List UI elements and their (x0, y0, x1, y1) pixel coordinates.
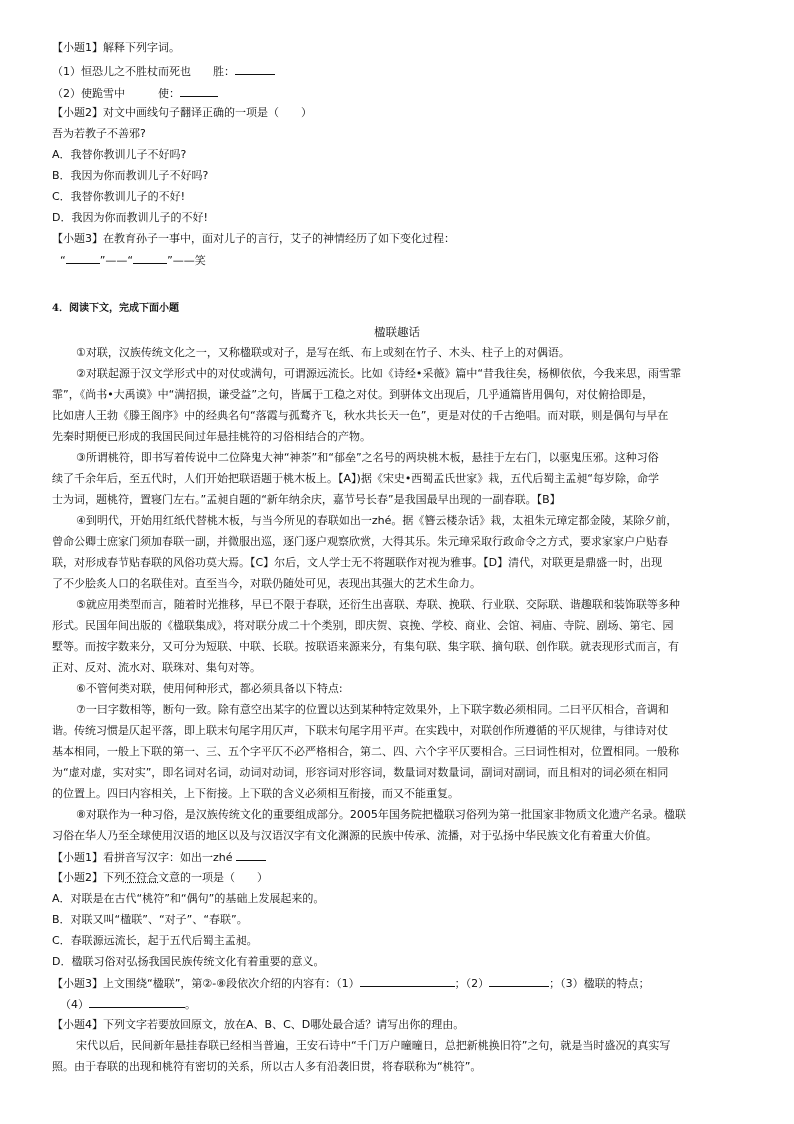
paragraph-3-line: 续了千余年后，至五代时，人们开始把联语题于桃木板上。【A】)据《宋史•西蜀孟氏世家》栽，五代后蜀主孟昶“每岁除，命学 (52, 472, 659, 485)
paragraph-3-line: ③所谓桃符，即书写着传说中二位降鬼大神“神荼”和“郁垒”之名号的两块桃木板，悬挂于左右门，以驱鬼压邪。这种习俗 (76, 451, 659, 464)
question-1: 【小题1】看拼音写汉字：如出一zhé (52, 849, 266, 866)
paragraph-2-line: 霏”，《尚书•大禹谟》中“满招损，谦受益”之句，皆属于工稳之对仗。到骈体文出现后，几乎通篇皆用偶句，对仗俯拾即是， (52, 388, 654, 401)
paragraph-5-line: ⑤就应用类型而言，随着时光推移，早已不限于春联，还衍生出喜联、寿联、挽联、行业联、交际联、谐趣联和装饰联等多种 (76, 598, 680, 611)
question-3: 【小题3】在教育孙子一事中，面对儿子的言行，艾子的神情经历了如下变化过程： (52, 232, 455, 245)
paragraph-5-line: 正对、反对、流水对、联珠对、集句对等。 (52, 661, 261, 674)
option-d: D．我因为你而教训儿子的不好! (52, 211, 208, 224)
question-1-item-1: （1）恒恐儿之不胜杖而死也 胜： (52, 63, 275, 80)
answer-blank[interactable] (180, 85, 218, 97)
option-c: C．春联源远流长，起于五代后蜀主孟昶。 (52, 934, 258, 947)
emphasis-dots: 不符合 (125, 871, 158, 884)
option-a: A．我替你教训儿子不好吗? (52, 148, 187, 161)
answer-blank[interactable] (235, 63, 275, 75)
question-1: 【小题1】解释下列字词。 (52, 41, 180, 54)
paragraph-5-line: 墅等。而按字数来分，又可分为短联、中联、长联。按联语来源来分，有集句联、集字联、摘句联、创作联。就表现形式而言，有 (52, 640, 679, 653)
question-2: 【小题2】下列不符合文意的一项是（ ） (52, 871, 268, 884)
paragraph-7-line: 基本相同，一般上下联的第一、三、五个字平仄不必严格相合，第二、四、六个字平仄要相合。三曰词性相对，位置相同。一般称 (52, 745, 679, 758)
paragraph-6: ⑥不管何类对联，使用何种形式，都必须具备以下特点: (76, 682, 343, 695)
option-d: D．楹联习俗对弘扬我国民族传统文化有着重要的意义。 (52, 955, 325, 968)
question-4: 【小题4】下列文字若要放回原文，放在A、B、C、D哪处最合适？请写出你的理由。 (52, 1018, 465, 1031)
paragraph-4-line: 了不少脍炙人口的名联佳对。直至当今，对联仍随处可见，表现出其强大的艺术生命力。 (52, 577, 481, 590)
option-b: B．对联又叫“楹联”、“对子”、“春联”。 (52, 913, 248, 926)
paragraph-7-line: 为“虚对虚，实对实”，即名词对名词，动词对动词，形容词对形容词，数量词对数量词，副词对副词，而且相对的词必须在相同 (52, 766, 669, 779)
paragraph-7-line: 谐。传统习惯是仄起平落，即上联末句尾字用仄声，下联末句尾字用平声。在实践中，对联创作所遵循的平仄规律，与律诗对仗 (52, 724, 668, 737)
section-heading: 4．阅读下文，完成下面小题 (52, 303, 179, 314)
question-3-line-2: （4） 。 (60, 998, 196, 1011)
question-2: 【小题2】对文中画线句子翻译正确的一项是（ ） (52, 106, 312, 119)
answer-blank[interactable] (66, 252, 100, 264)
question-3: 【小题3】上文围绕“楹联”，第②-⑧段依次介绍的内容有：（1） ；（2） ；（3）楹联的特点； (52, 977, 650, 990)
option-b: B．我因为你而教训儿子不好吗? (52, 169, 209, 182)
paragraph-3-line: 士为词，题桃符，置寝门左右。”孟昶自题的“新年纳余庆，嘉节号长春”是我国最早出现的一副春联。【B】 (52, 493, 561, 506)
answer-blank[interactable] (89, 996, 185, 1008)
answer-blank[interactable] (360, 975, 455, 987)
question-3-blanks: “ ”——“ ”——笑 (60, 254, 206, 267)
answer-blank[interactable] (133, 252, 167, 264)
question-2-sentence: 吾为若教子不善邪? (52, 127, 146, 140)
paragraph-2-line: 比如唐人王勃《滕王阁序》中的经典名句“落霞与孤鹜齐飞，秋水共长天一色”，更是对仗的千古绝唱。而对联，则是偶句与早在 (52, 409, 669, 422)
question-1-item-2: （2）使跪雪中 使： (52, 85, 218, 102)
paragraph-2-line: ②对联起源于汉文学形式中的对仗或满句，可谓源远流长。比如《诗经•采薇》篇中“昔我往矣，杨柳依依，今我来思，雨雪霏 (76, 367, 682, 380)
paragraph-4-line: 联，对形成春节贴春联的风俗功莫大焉。【C】尔后，文人学士无不将题联作对视为雅事。【D】清代，对联更是鼎盛一时，出现 (52, 556, 663, 569)
paragraph-7-line: 的位置上。四曰内容相关，上下衔接。上下联的含义必须相互衔接，而又不能重复。 (52, 787, 459, 800)
option-c: C．我替你教训儿子的不好! (52, 190, 186, 203)
article-title: 楹联趣话 (374, 325, 420, 339)
paragraph-4-line: 曾命公卿士庶家门须加春联一副，并微服出巡，逐门逐户观察欣赏，大得其乐。朱元璋采取行政命令之方式，要求家家户户贴春 (52, 535, 668, 548)
paragraph-1: ①对联，汉族传统文化之一，又称楹联或对子，是写在纸、布上或刻在竹子、木头、柱子上的对偶语。 (76, 346, 570, 359)
option-a: A．对联是在古代“桃符”和“偶句”的基础上发展起来的。 (52, 892, 325, 905)
paragraph-7-line: ⑦一曰字数相等，断句一致。除有意空出某字的位置以达到某种特定效果外，上下联字数必须相同。二曰平仄相合，音调和 (76, 703, 669, 716)
paragraph-8-line: 习俗在华人乃至全球使用汉语的地区以及与汉语汉字有文化渊源的民族中传承、流播，对于弘扬中华民族文化有着重大价值。 (52, 829, 657, 842)
paragraph-4-line: ④到明代，开始用红纸代替桃木板，与当今所见的春联如出一zhé。据《簪云楼杂话》栽，太祖朱元璋定都金陵，某除夕前， (76, 514, 678, 527)
paragraph-5-line: 形式。民国年间出版的《楹联集成》，将对联分成二十个类别，即庆贺、哀挽、学校、商业、会馆、祠庙、寺院、剧场、第宅、园 (52, 619, 674, 632)
paragraph-2-line: 先秦时期便已形成的我国民间过年悬挂桃符的习俗相结合的产物。 (52, 430, 371, 443)
answer-blank[interactable] (236, 849, 266, 861)
paragraph-8-line: ⑧对联作为一种习俗，是汉族传统文化的重要组成部分。2005年国务院把楹联习俗列为第一批国家非物质文化遗产名录。楹联 (76, 808, 686, 821)
question-4-text-line: 宋代以后，民间新年悬挂春联已经相当普遍，王安石诗中“千门万户曈曈日，总把新桃换旧符”之句，就是当时盛况的真实写 (76, 1039, 671, 1052)
answer-blank[interactable] (489, 975, 549, 987)
question-4-text-line: 照。由于春联的出现和桃符有密切的关系，所以古人多有沿袭旧贯，将春联称为“桃符”。 (52, 1060, 482, 1073)
